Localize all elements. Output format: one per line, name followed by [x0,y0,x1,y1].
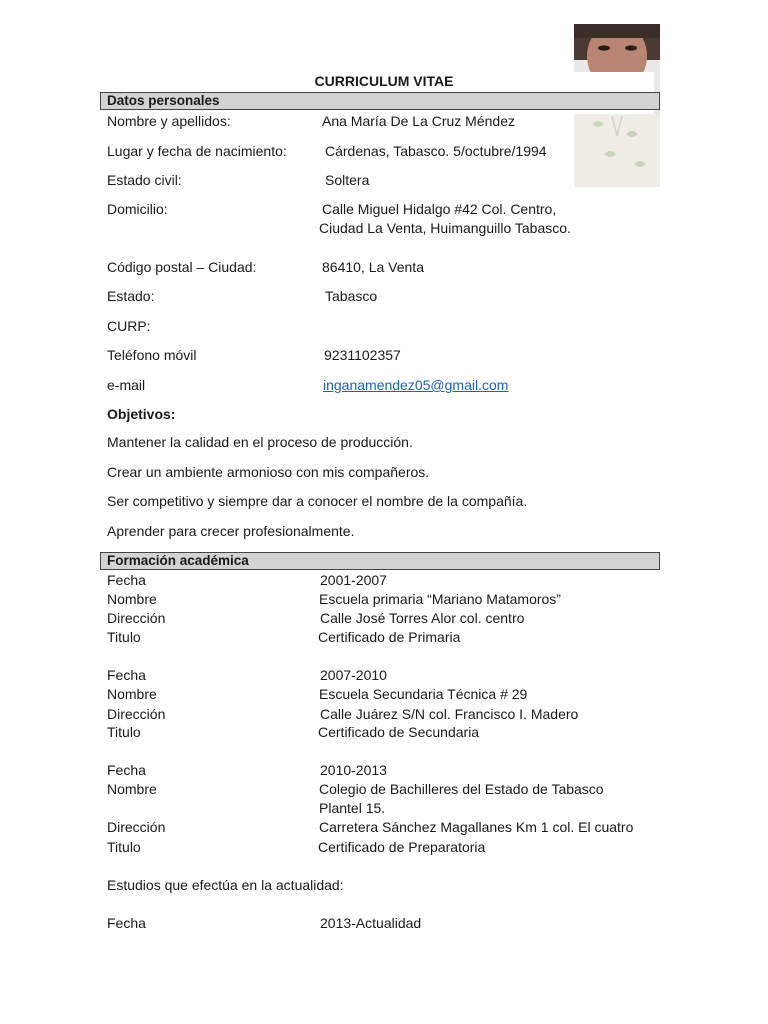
title-label: Titulo [107,724,141,740]
name-label: Nombre [107,781,157,797]
title-label: Titulo [107,839,141,855]
date-label: Fecha [107,762,146,778]
primary-date-value: 2001-2007 [320,572,387,588]
date-label: Fecha [107,572,146,588]
birth-label: Lugar y fecha de nacimiento: [107,143,287,159]
primary-name-value: Escuela primaria “Mariano Matamoros” [319,591,561,607]
section-education-label: Formación académica [107,553,249,568]
email-link[interactable]: inganamendez05@gmail.com [323,377,509,393]
highschool-address-value: Carretera Sánchez Magallanes Km 1 col. El cuatro [319,819,634,835]
address-label: Dirección [107,819,166,835]
objectives-heading: Objetivos: [107,406,176,422]
objective-item: Ser competitivo y siempre dar a conocer el nombre de la compañía. [107,493,528,509]
email-label: e-mail [107,377,146,393]
section-personal-data [100,92,660,110]
name-label: Nombre [107,591,157,607]
secondary-date-value: 2007-2010 [320,667,387,683]
address-line-2: Ciudad La Venta, Huimanguillo Tabasco. [319,220,571,236]
title-label: Titulo [107,629,141,645]
civil-status-label: Estado civil: [107,172,182,188]
address-label: Dirección [107,610,166,626]
secondary-name-value: Escuela Secundaria Técnica # 29 [319,686,528,702]
highschool-title-value: Certificado de Preparatoria [318,839,486,855]
name-label: Nombre y apellidos: [107,113,231,129]
date-label: Fecha [107,915,146,931]
phone-label: Teléfono móvil [107,347,197,363]
curp-label: CURP: [107,318,151,334]
date-label: Fecha [107,667,146,683]
phone-value: 9231102357 [324,347,401,363]
primary-address-value: Calle José Torres Alor col. centro [320,610,525,626]
section-education [100,552,660,570]
highschool-name-value-2: Plantel 15. [319,800,386,816]
secondary-address-value: Calle Juárez S/N col. Francisco I. Madero [320,706,579,722]
objective-item: Mantener la calidad en el proceso de producción. [107,434,413,450]
document-title-text: CURRICULUM VITAE [314,73,454,89]
document-title [0,73,768,89]
postal-value: 86410, La Venta [322,259,424,275]
current-studies-intro: Estudios que efectúa en la actualidad: [107,877,344,893]
highschool-date-value: 2010-2013 [320,762,387,778]
objective-item: Crear un ambiente armonioso con mis compañeros. [107,464,430,480]
section-personal-data-label: Datos personales [107,93,220,108]
name-value: Ana María De La Cruz Méndez [322,113,515,129]
name-label: Nombre [107,686,157,702]
primary-title-value: Certificado de Primaria [318,629,461,645]
objective-item: Aprender para crecer profesionalmente. [107,523,355,539]
address-label: Dirección [107,706,166,722]
address-label: Domicilio: [107,201,168,217]
address-line-1: Calle Miguel Hidalgo #42 Col. Centro, [322,201,557,217]
state-value: Tabasco [325,288,378,304]
birth-value: Cárdenas, Tabasco. 5/octubre/1994 [325,143,547,159]
highschool-name-value: Colegio de Bachilleres del Estado de Tabasco [319,781,604,797]
civil-status-value: Soltera [325,172,370,188]
postal-label: Código postal – Ciudad: [107,259,257,275]
state-label: Estado: [107,288,155,304]
current-date-value: 2013-Actualidad [320,915,422,931]
secondary-title-value: Certificado de Secundaria [318,724,480,740]
